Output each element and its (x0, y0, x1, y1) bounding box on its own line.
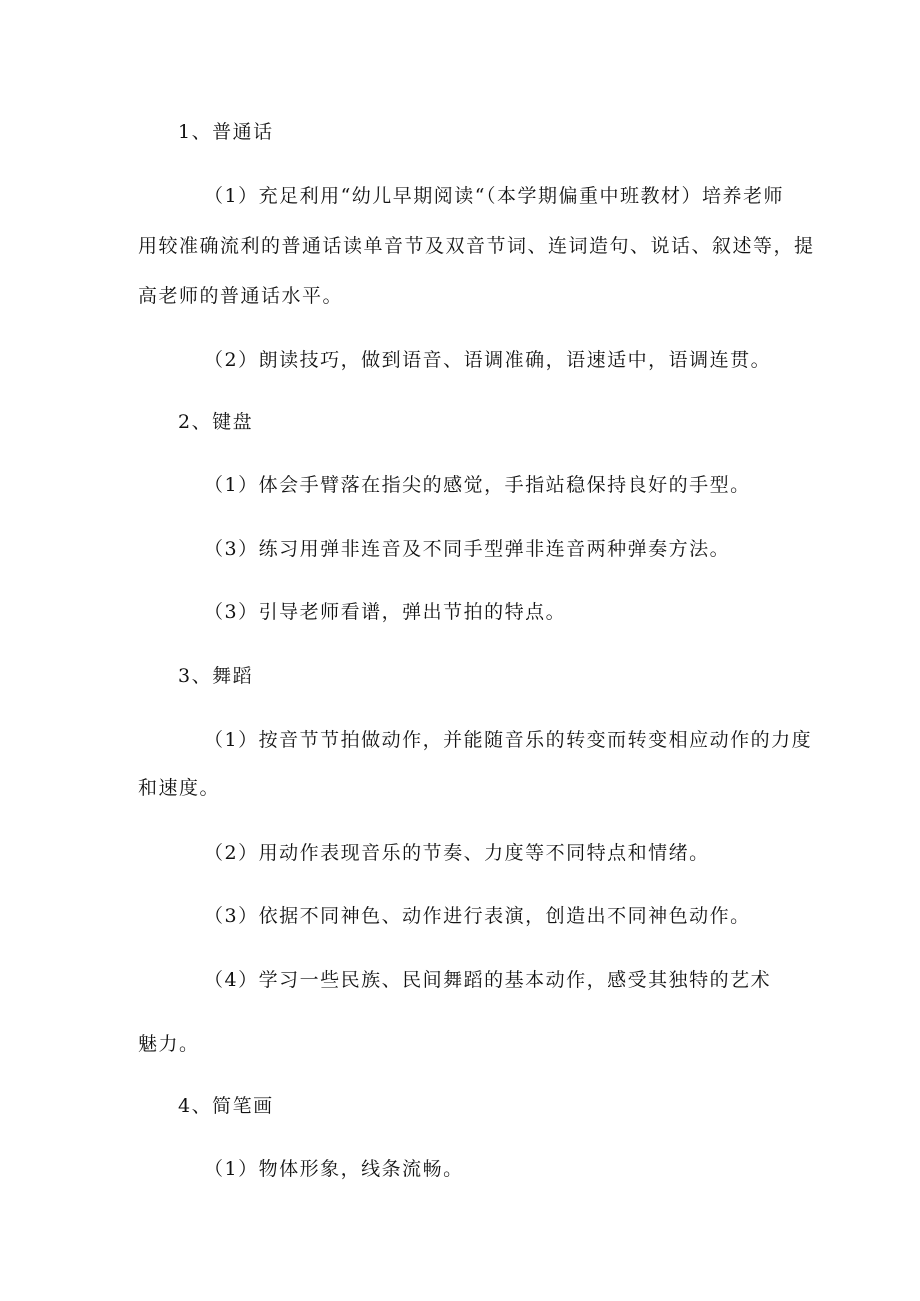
paragraph-dance-4-line1: （4）学习一些民族、民间舞蹈的基本动作，感受其独特的艺术 (204, 969, 772, 991)
paragraph-keyboard-1: （1）体会手臂落在指尖的感觉，手指站稳保持良好的手型。 (204, 474, 751, 496)
paragraph-keyboard-3: （3）引导老师看谱，弹出节拍的特点。 (204, 601, 567, 623)
paragraph-putonghua-1-line3: 高老师的普通话水平。 (138, 285, 344, 307)
section-heading-sketch: 4、简笔画 (178, 1095, 274, 1117)
paragraph-keyboard-2: （3）练习用弹非连音及不同手型弹非连音两种弹奏方法。 (204, 538, 731, 560)
paragraph-dance-2: （2）用动作表现音乐的节奏、力度等不同特点和情绪。 (204, 842, 710, 864)
paragraph-putonghua-1-line1: （1）充足利用“幼儿早期阅读“（本学期偏重中班教材）培养老师 (204, 185, 785, 207)
paragraph-putonghua-2: （2）朗读技巧，做到语音、语调准确，语速适中，语调连贯。 (204, 349, 772, 371)
paragraph-sketch-1: （1）物体形象，线条流畅。 (204, 1158, 464, 1180)
paragraph-dance-1-line2: 和速度。 (138, 777, 221, 799)
section-heading-keyboard: 2、键盘 (178, 411, 254, 433)
paragraph-putonghua-1-line2: 用较准确流利的普通话读单音节及双音节词、连词造句、说话、叙述等，提 (138, 235, 815, 257)
paragraph-dance-1-line1: （1）按音节节拍做动作，并能随音乐的转变而转变相应动作的力度 (204, 729, 813, 751)
paragraph-dance-4-line2: 魅力。 (138, 1033, 200, 1055)
section-heading-putonghua: 1、普通话 (178, 121, 274, 143)
paragraph-dance-3: （3）依据不同神色、动作进行表演，创造出不同神色动作。 (204, 905, 751, 927)
section-heading-dance: 3、舞蹈 (178, 665, 254, 687)
